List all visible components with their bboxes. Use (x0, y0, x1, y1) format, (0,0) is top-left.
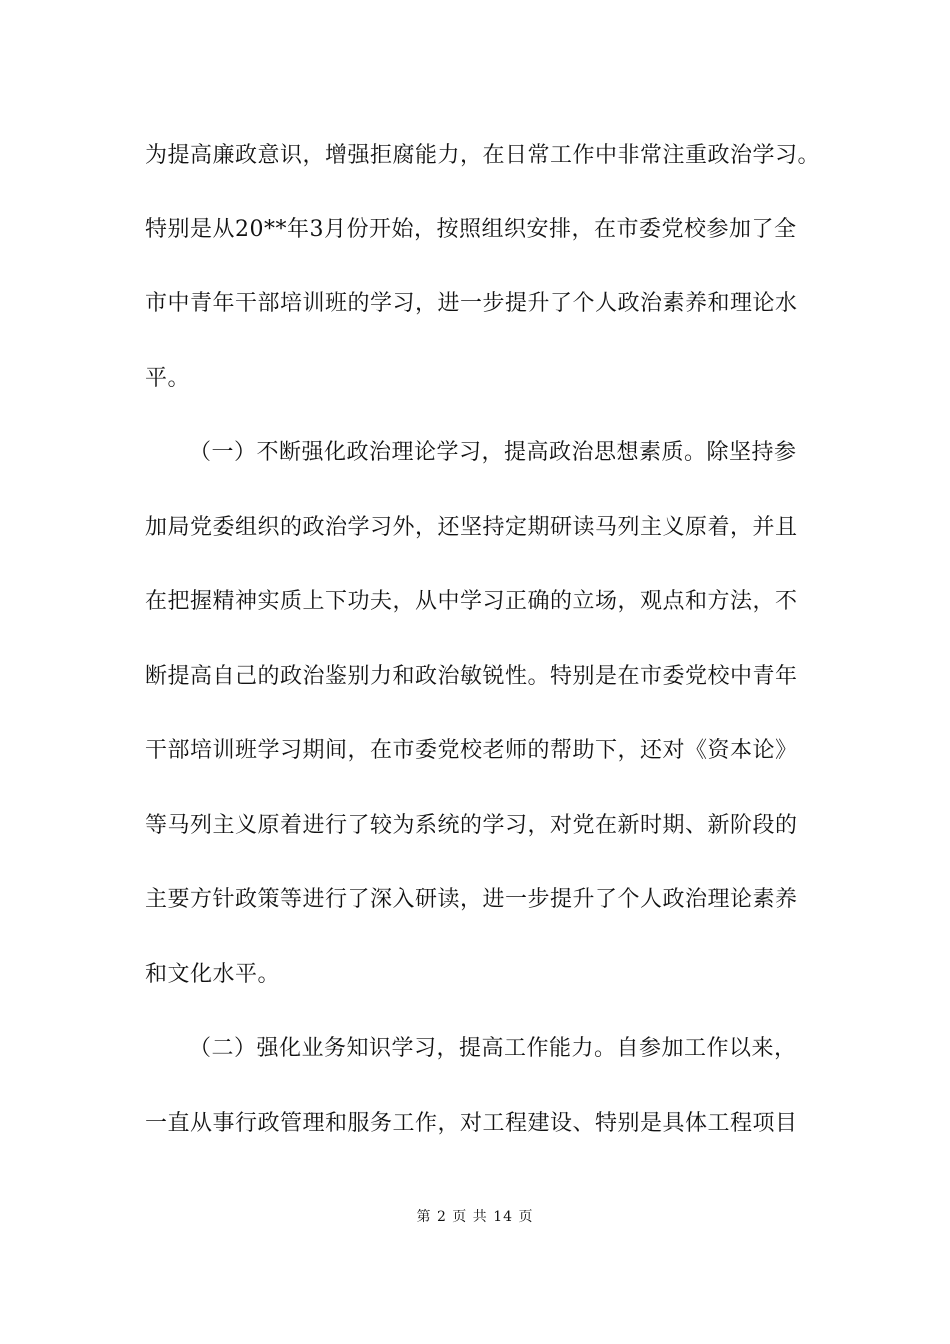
text-line: 特别是从20**年3月份开始，按照组织安排，在市委党校参加了全 (145, 217, 797, 242)
paragraph-heading-2: （二）强化业务知识学习，提高工作能力。自参加工作以来， (189, 1036, 797, 1061)
text-line: 一直从事行政管理和服务工作，对工程建设、特别是具体工程项目 (145, 1111, 798, 1136)
text-line: 在把握精神实质上下功夫，从中学习正确的立场，观点和方法，不 (145, 589, 798, 614)
text-line: 加局党委组织的政治学习外，还坚持定期研读马列主义原着，并且 (145, 515, 798, 540)
text-line: 干部培训班学习期间，在市委党校老师的帮助下，还对《资本论》 (145, 738, 798, 763)
page-number-footer: 第 2 页 共 14 页 (416, 1209, 534, 1225)
text-line: 断提高自己的政治鉴别力和政治敏锐性。特别是在市委党校中青年 (145, 664, 798, 689)
text-line: 平。 (145, 366, 191, 391)
paragraph-heading-1: （一）不断强化政治理论学习，提高政治思想素质。除坚持参 (189, 440, 797, 465)
text-line: 市中青年干部培训班的学习，进一步提升了个人政治素养和理论水 (145, 291, 798, 316)
text-line: 和文化水平。 (145, 962, 281, 987)
text-line: 为提高廉政意识，增强拒腐能力，在日常工作中非常注重政治学习。 (145, 143, 821, 168)
text-line: 主要方针政策等进行了深入研读，进一步提升了个人政治理论素养 (145, 887, 798, 912)
text-line: 等马列主义原着进行了较为系统的学习，对党在新时期、新阶段的 (145, 813, 798, 838)
